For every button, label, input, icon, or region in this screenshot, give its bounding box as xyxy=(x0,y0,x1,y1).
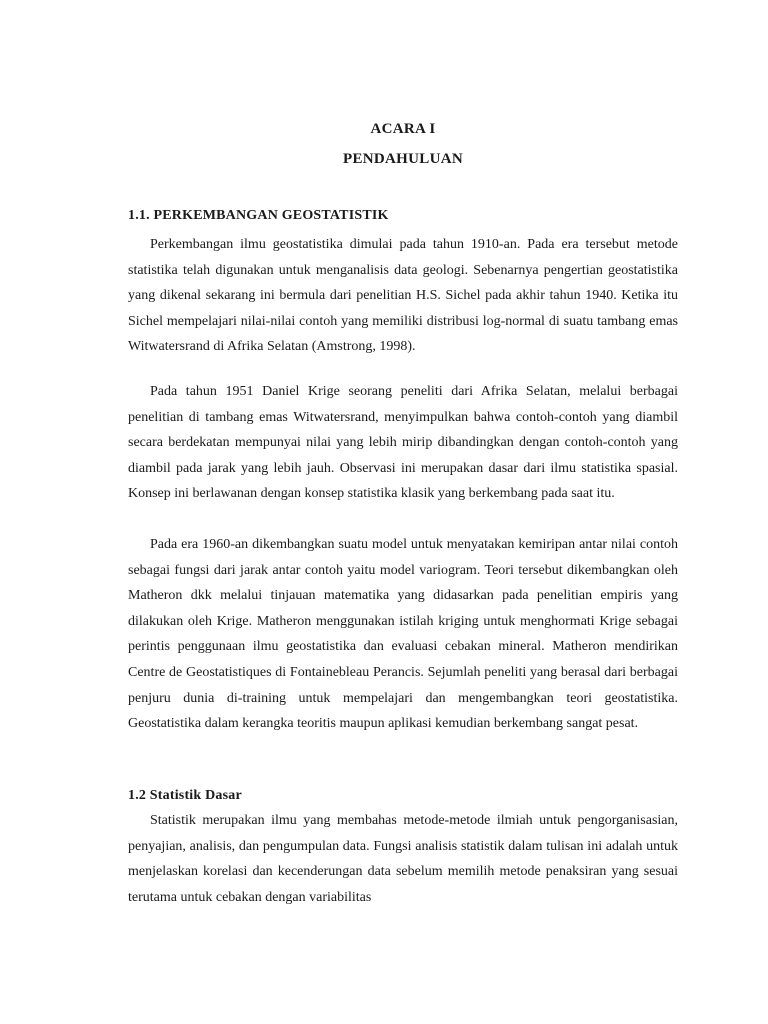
paragraph: Pada tahun 1951 Daniel Krige seorang peneliti dari Afrika Selatan, melalui berbagai penelitian di tambang emas Witwatersrand, menyimpulkan bahwa contoh-contoh yang diambil secara berdekatan mempunyai nilai yang lebih mirip dibandingkan dengan contoh-contoh yang diambil pada jarak yang lebih jauh. Observasi ini merupakan dasar dari ilmu statistika spasial. Konsep ini berlawanan dengan konsep statistika klasik yang berkembang pada saat itu. xyxy=(128,384,678,502)
paragraph: Pada era 1960-an dikembangkan suatu model untuk menyatakan kemiripan antar nilai contoh sebagai fungsi dari jarak antar contoh yaitu model variogram. Teori tersebut dikembangkan oleh Matheron dkk melalui tinjauan matematika yang didasarkan pada penelitian empiris yang dilakukan oleh Krige. Matheron menggunakan istilah kriging untuk menghormati Krige sebagai perintis penggunaan ilmu geostatistika dan evaluasi cebakan mineral. Matheron mendirikan Centre de Geostatistiques di Fontainebleau Perancis. Sejumlah peneliti yang berasal dari berbagai penjuru dunia di-training untuk mempelajari dan mengembangkan teori geostatistika. Geostatistika dalam kerangka teoritis maupun aplikasi kemudian berkembang sangat pesat. xyxy=(128,537,678,732)
paragraph: Perkembangan ilmu geostatistika dimulai pada tahun 1910-an. Pada era tersebut metode statistika telah digunakan untuk menganalisis data geologi. Sebenarnya pengertian geostatistika yang dikenal sekarang ini bermula dari penelitian H.S. Sichel pada akhir tahun 1940. Ketika itu Sichel mempelajari nilai-nilai contoh yang memiliki distribusi log-normal di suatu tambang emas Witwatersrand di Afrika Selatan (Amstrong, 1998). xyxy=(128,237,678,355)
chapter-number: ACARA I xyxy=(370,121,436,137)
paragraph: Statistik merupakan ilmu yang membahas metode-metode ilmiah untuk pengorganisasian, penyajian, analisis, dan pengumpulan data. Fungsi analisis statistik dalam tulisan ini adalah untuk menjelaskan korelasi dan kecenderungan data sebelum memilih metode penaksiran yang sesuai terutama untuk cebakan dengan variabilitas xyxy=(128,813,678,905)
chapter-title: PENDAHULUAN xyxy=(343,151,463,167)
section-heading-statistik-dasar: 1.2 Statistik Dasar xyxy=(128,788,242,803)
section-heading-geostatistik: 1.1. PERKEMBANGAN GEOSTATISTIK xyxy=(128,208,389,223)
